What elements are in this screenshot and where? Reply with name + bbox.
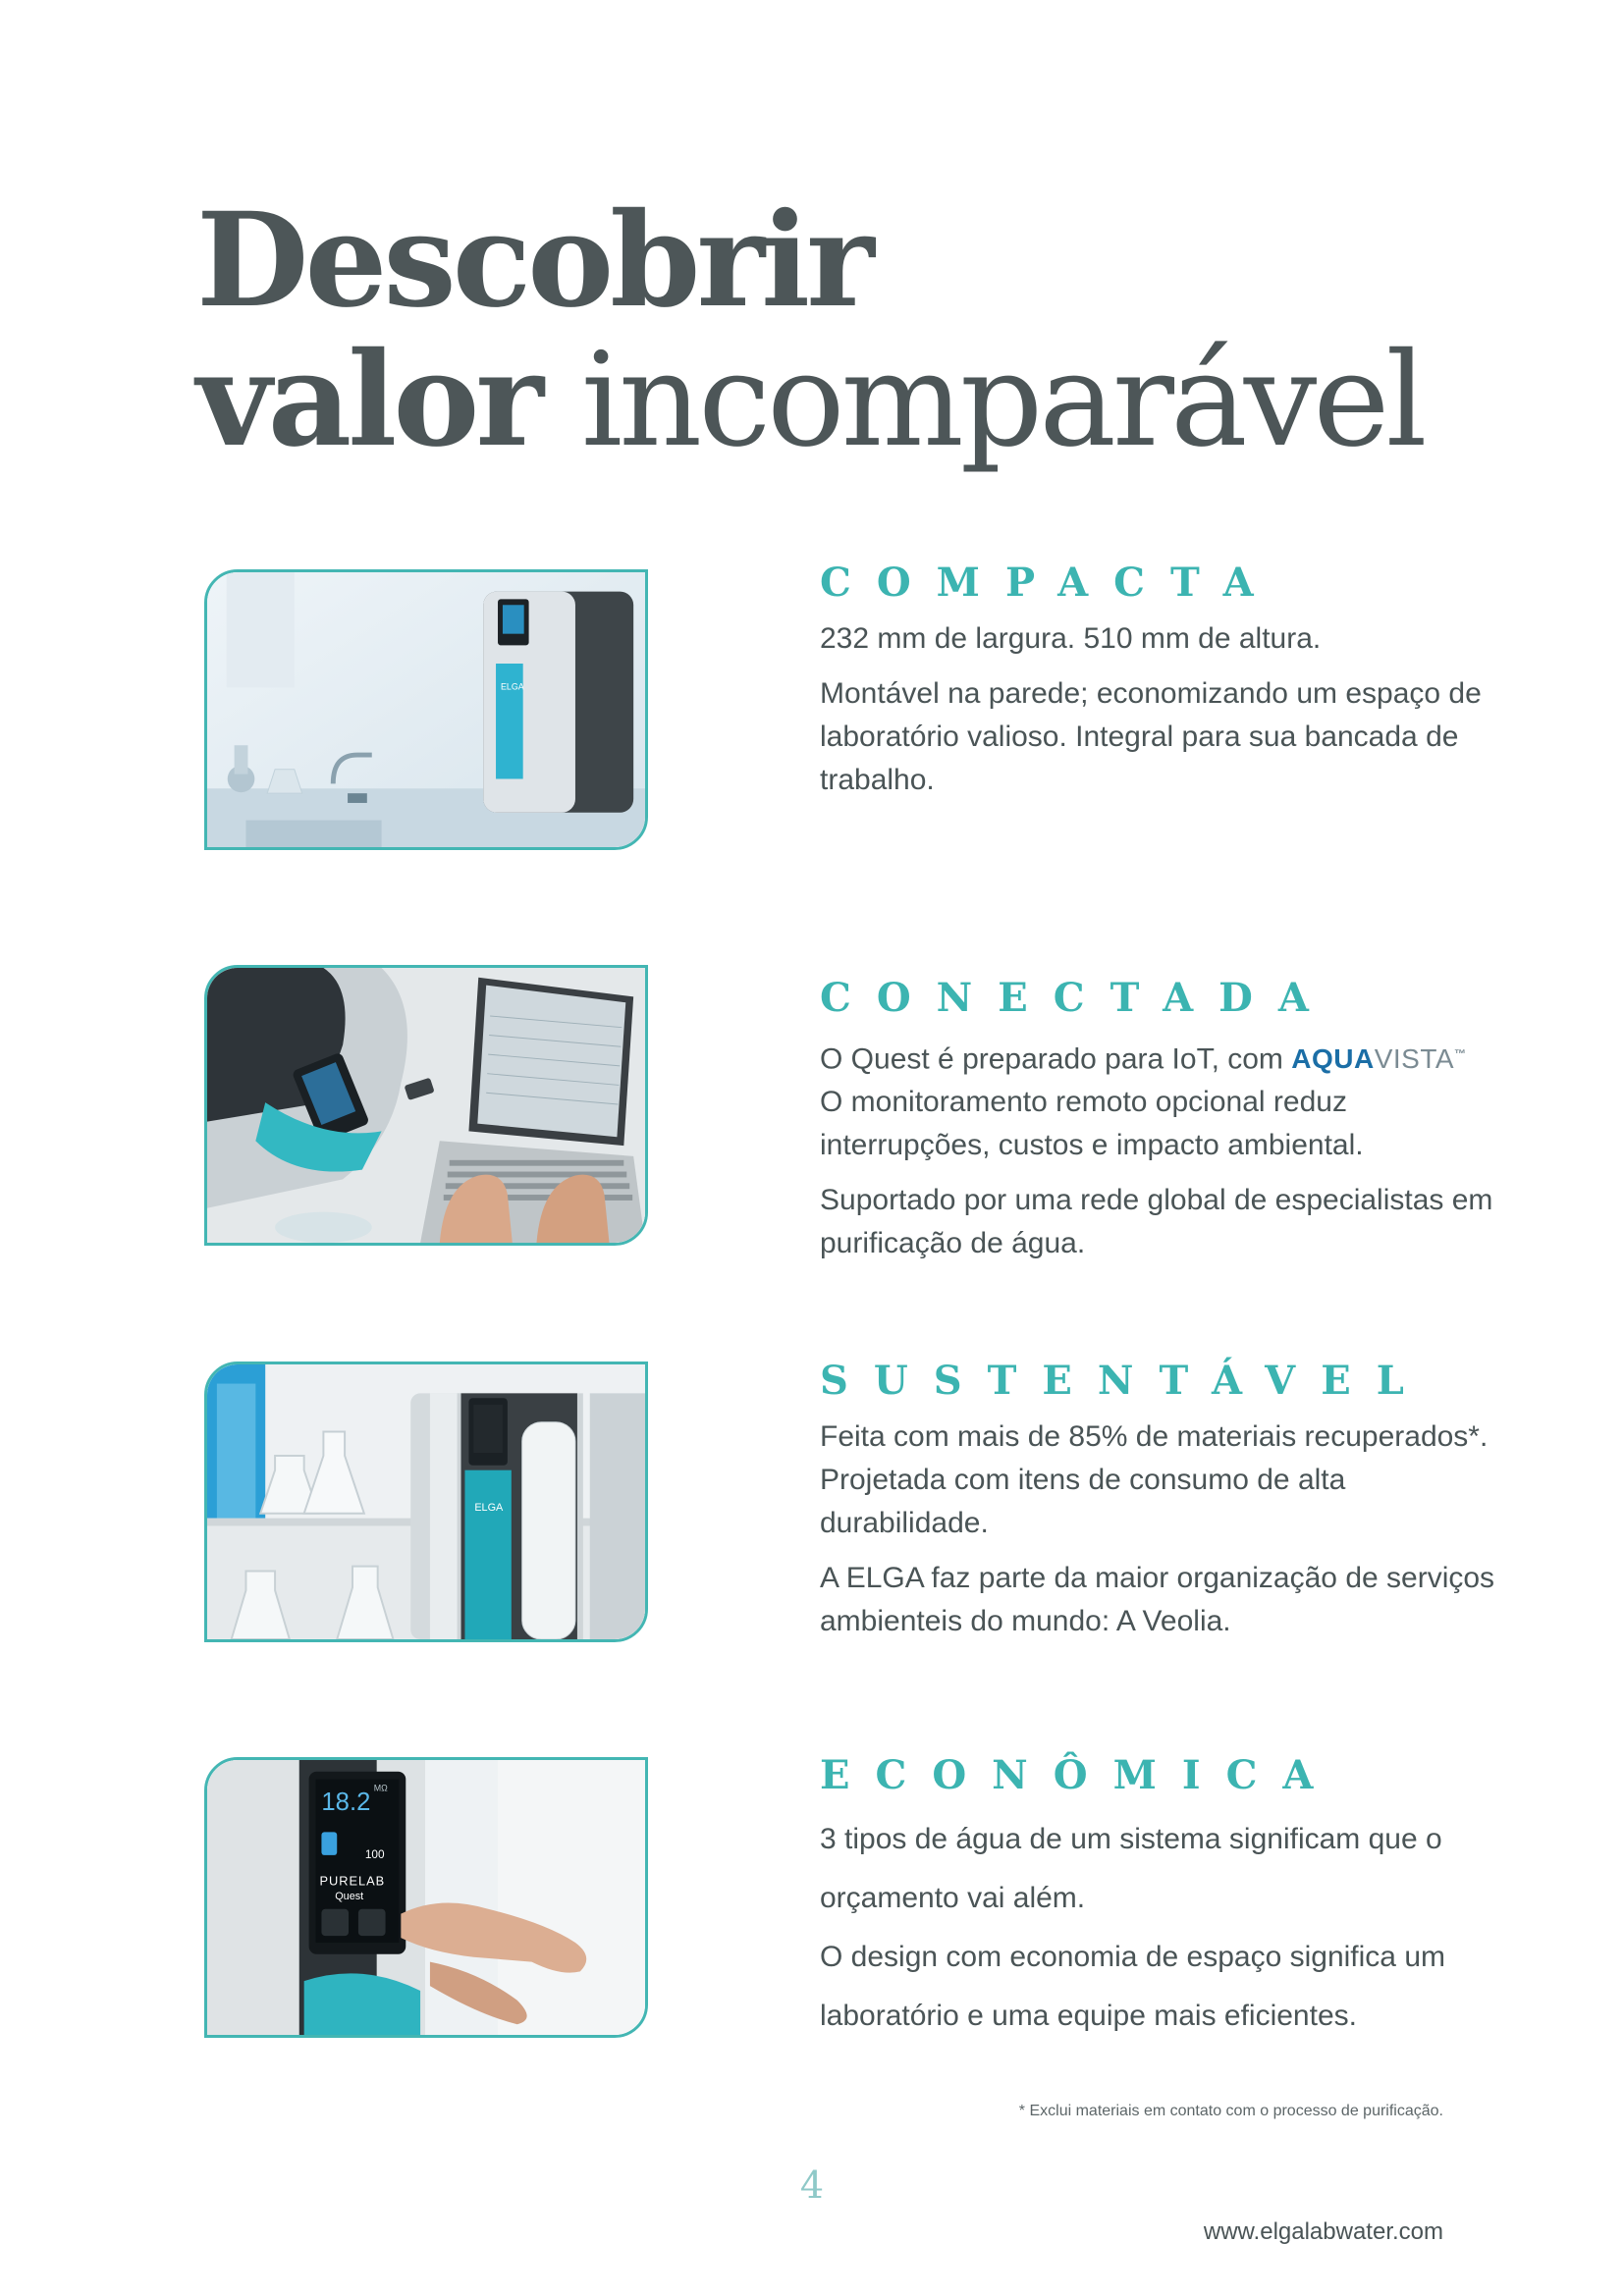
photo-compact-wall-unit: [204, 569, 648, 850]
section-heading: SUSTENTÁVEL: [820, 1358, 1430, 1404]
section-paragraph: 232 mm de largura. 510 mm de altura.: [820, 622, 1322, 655]
screen-unit: MΩ: [373, 1783, 388, 1793]
page-number: 4: [799, 2163, 825, 2207]
photo-economic-touchscreen: [204, 1757, 648, 2038]
page-title: [196, 185, 1424, 476]
section-paragraph: Montável na parede; economizando um espaço de laboratório valioso. Integral para sua bancada de trabalho.: [820, 677, 1482, 796]
title-line2-bold: valor: [196, 324, 540, 476]
brand-label-1: ELGA: [500, 681, 524, 692]
photo-connected-laptop: [204, 965, 648, 1246]
title-line1: Descobrir: [196, 185, 871, 337]
iot-text: O Quest é preparado para IoT, com: [820, 1042, 1283, 1076]
screen-volume: 100: [364, 1847, 385, 1861]
section-paragraph: Feita com mais de 85% de materiais recuperados*. Projetada com itens de consumo de alta durabilidade.: [820, 1420, 1489, 1539]
aquavista-logo: AQUAVISTA™: [1291, 1043, 1467, 1075]
monitoring-text: O monitoramento remoto opcional reduz interrupções, custos e impacto ambiental.: [820, 1086, 1364, 1162]
section-conectada: [820, 975, 1507, 1277]
screen-reading: 18.2: [321, 1788, 371, 1816]
section-paragraph: O design com economia de espaço significa um laboratório e uma equipe mais eficientes.: [820, 1941, 1446, 2032]
screen-product: PURELAB: [319, 1873, 386, 1889]
section-heading: COMPACTA: [820, 560, 1279, 606]
section-paragraph: [820, 1033, 1507, 1167]
section-heading: CONECTADA: [820, 975, 1334, 1021]
footnote: * Exclui materiais em contato com o processo de purificação.: [1018, 2103, 1443, 2119]
section-compacta: [820, 560, 1507, 814]
section-paragraph: 3 tipos de água de um sistema significam que o orçamento vai além.: [820, 1823, 1442, 1914]
photo-sustainable-lab: [204, 1362, 648, 1642]
website-link[interactable]: www.elgalabwater.com: [1203, 2218, 1443, 2245]
section-paragraph: A ELGA faz parte da maior organização de serviços ambienteis do mundo: A Veolia.: [820, 1562, 1495, 1637]
section-paragraph: Suportado por uma rede global de especialistas em purificação de água.: [820, 1184, 1493, 1260]
screen-model: Quest: [335, 1890, 364, 1902]
section-heading: ECONÔMICA: [820, 1752, 1339, 1798]
section-sustentavel: [820, 1358, 1507, 1655]
section-economica: [820, 1752, 1507, 2046]
brand-label-3: ELGA: [474, 1501, 504, 1514]
title-line2-light: incomparável: [580, 325, 1424, 476]
